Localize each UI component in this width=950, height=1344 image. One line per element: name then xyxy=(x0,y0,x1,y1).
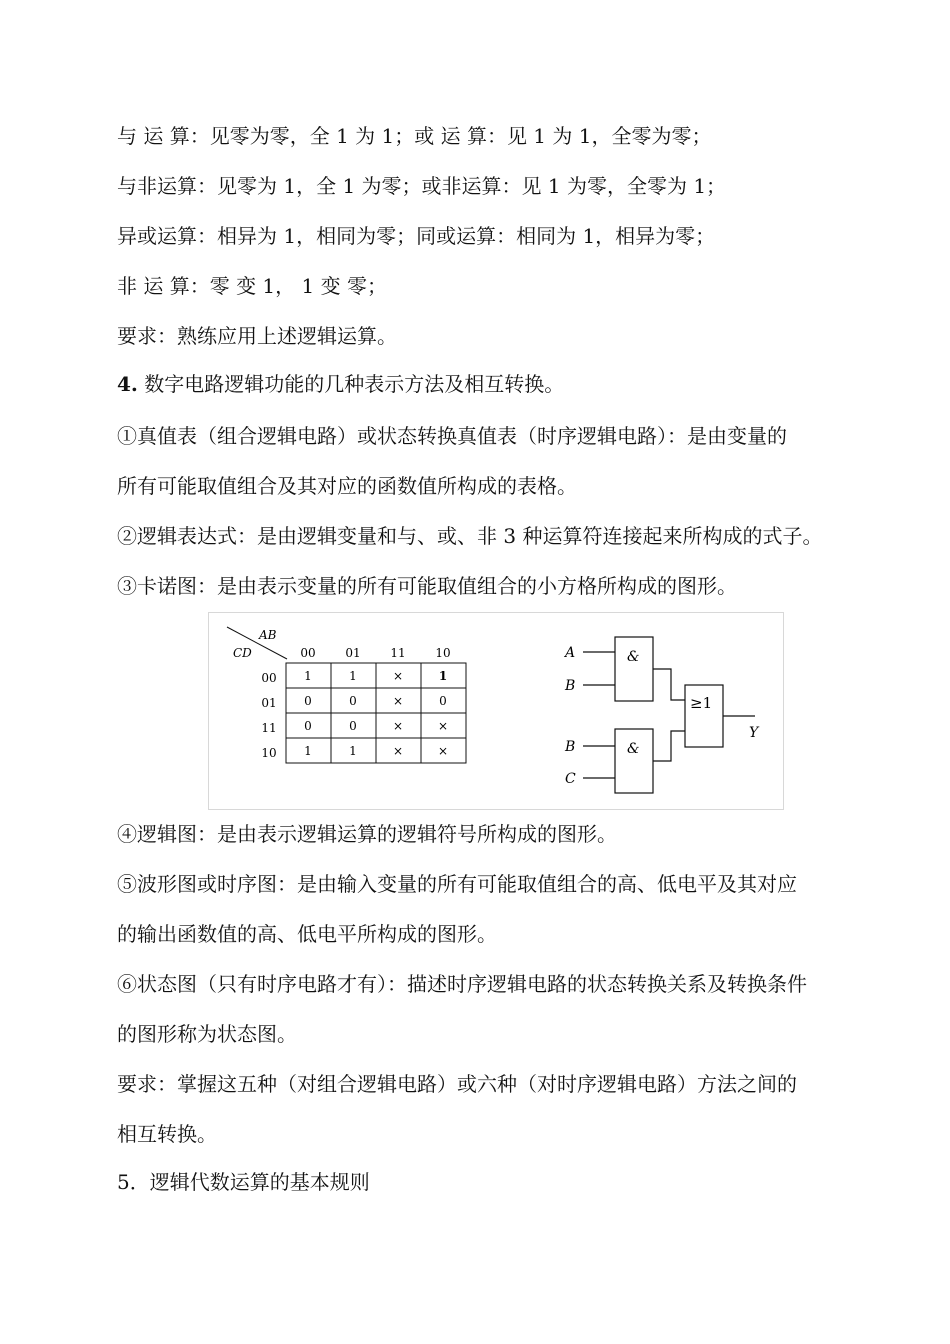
item-logic-diagram: ④逻辑图：是由表示逻辑运算的逻辑符号所构成的图形。 xyxy=(117,822,617,846)
kmap-cell: × xyxy=(437,744,449,758)
kmap-cell: 1 xyxy=(304,669,312,683)
kmap-row-header: 00 xyxy=(261,671,277,685)
kmap-row-header: 10 xyxy=(261,746,277,760)
kmap-cell: 0 xyxy=(304,719,312,733)
text-line-nand-nor: 与非运算：见零为 1，全 1 为零；或非运算：见 1 为零，全零为 1； xyxy=(117,174,727,198)
item-waveform-cont: 的输出函数值的高、低电平所构成的图形。 xyxy=(117,922,497,946)
kmap-col-header: 11 xyxy=(390,646,406,660)
text-line-requirement-2-cont: 相互转换。 xyxy=(117,1122,217,1146)
item-state-diagram: ⑥状态图（只有时序电路才有）：描述时序逻辑电路的状态转换关系及转换条件 xyxy=(117,972,807,996)
wire-and1-to-or xyxy=(653,669,685,700)
item-logic-expression: ②逻辑表达式：是由逻辑变量和与、或、非 3 种运算符连接起来所构成的式子。 xyxy=(117,524,823,548)
kmap-cell: 0 xyxy=(349,694,357,708)
kmap-cell: 1 xyxy=(349,744,357,758)
kmap-cell: × xyxy=(392,669,404,683)
section-4-heading xyxy=(117,370,564,398)
section-5-heading: 5．逻辑代数运算的基本规则 xyxy=(117,1170,370,1194)
input-label-c: C xyxy=(565,771,576,787)
kmap-row-var: CD xyxy=(233,646,252,660)
and-gate-2-label: & xyxy=(627,741,640,757)
input-label-a: A xyxy=(565,645,576,661)
text-line-requirement-2: 要求：掌握这五种（对组合逻辑电路）或六种（对时序逻辑电路）方法之间的 xyxy=(117,1072,797,1096)
item-waveform: ⑤波形图或时序图：是由输入变量的所有可能取值组合的高、低电平及其对应 xyxy=(117,872,797,896)
item-truth-table: ①真值表（组合逻辑电路）或状态转换真值表（时序逻辑电路）：是由变量的 xyxy=(117,424,787,448)
item-karnaugh-map: ③卡诺图：是由表示变量的所有可能取值组合的小方格所构成的图形。 xyxy=(117,574,737,598)
karnaugh-map xyxy=(227,627,466,763)
wire-and2-to-or xyxy=(653,731,685,761)
kmap-cell: 1 xyxy=(349,669,357,683)
kmap-col-header: 10 xyxy=(435,646,451,660)
and-gate-2 xyxy=(615,729,653,793)
section-4-title: 数字电路逻辑功能的几种表示方法及相互转换。 xyxy=(137,372,565,396)
kmap-cell: 1 xyxy=(438,669,448,683)
kmap-cell: 0 xyxy=(304,694,312,708)
kmap-cell: × xyxy=(392,694,404,708)
or-gate-label: ≥1 xyxy=(690,694,713,712)
text-line-xor-xnor: 异或运算：相异为 1，相同为零；同或运算：相同为 1，相异为零； xyxy=(117,224,716,248)
item-truth-table-cont: 所有可能取值组合及其对应的函数值所构成的表格。 xyxy=(117,474,577,498)
text-line-and-or: 与 运 算：见零为零，全 1 为 1；或 运 算：见 1 为 1，全零为零； xyxy=(117,124,712,148)
text-line-not: 非 运 算：零 变 1， 1 变 零； xyxy=(117,274,387,298)
text-line-requirement-1: 要求：熟练应用上述逻辑运算。 xyxy=(117,324,397,348)
input-label-b: B xyxy=(565,678,576,694)
kmap-cell: × xyxy=(392,744,404,758)
section-4-number: 4. xyxy=(117,372,138,396)
kmap-cell: × xyxy=(392,719,404,733)
output-label-y: Y xyxy=(749,725,759,741)
figure-svg xyxy=(209,613,783,809)
and-gate-1 xyxy=(615,637,653,701)
item-state-diagram-cont: 的图形称为状态图。 xyxy=(117,1022,297,1046)
and-gate-1-label: & xyxy=(627,649,640,665)
input-label-b-2: B xyxy=(565,739,576,755)
logic-circuit xyxy=(563,637,760,793)
figure-kmap-and-logic-diagram xyxy=(208,612,784,810)
kmap-row-header: 01 xyxy=(261,696,277,710)
kmap-row-header: 11 xyxy=(261,721,277,735)
kmap-cell: 0 xyxy=(349,719,357,733)
kmap-col-header: 00 xyxy=(300,646,316,660)
kmap-cell: 0 xyxy=(439,694,447,708)
kmap-cell: × xyxy=(437,719,449,733)
kmap-cell: 1 xyxy=(304,744,312,758)
kmap-col-header: 01 xyxy=(345,646,361,660)
kmap-col-var: AB xyxy=(259,628,277,642)
